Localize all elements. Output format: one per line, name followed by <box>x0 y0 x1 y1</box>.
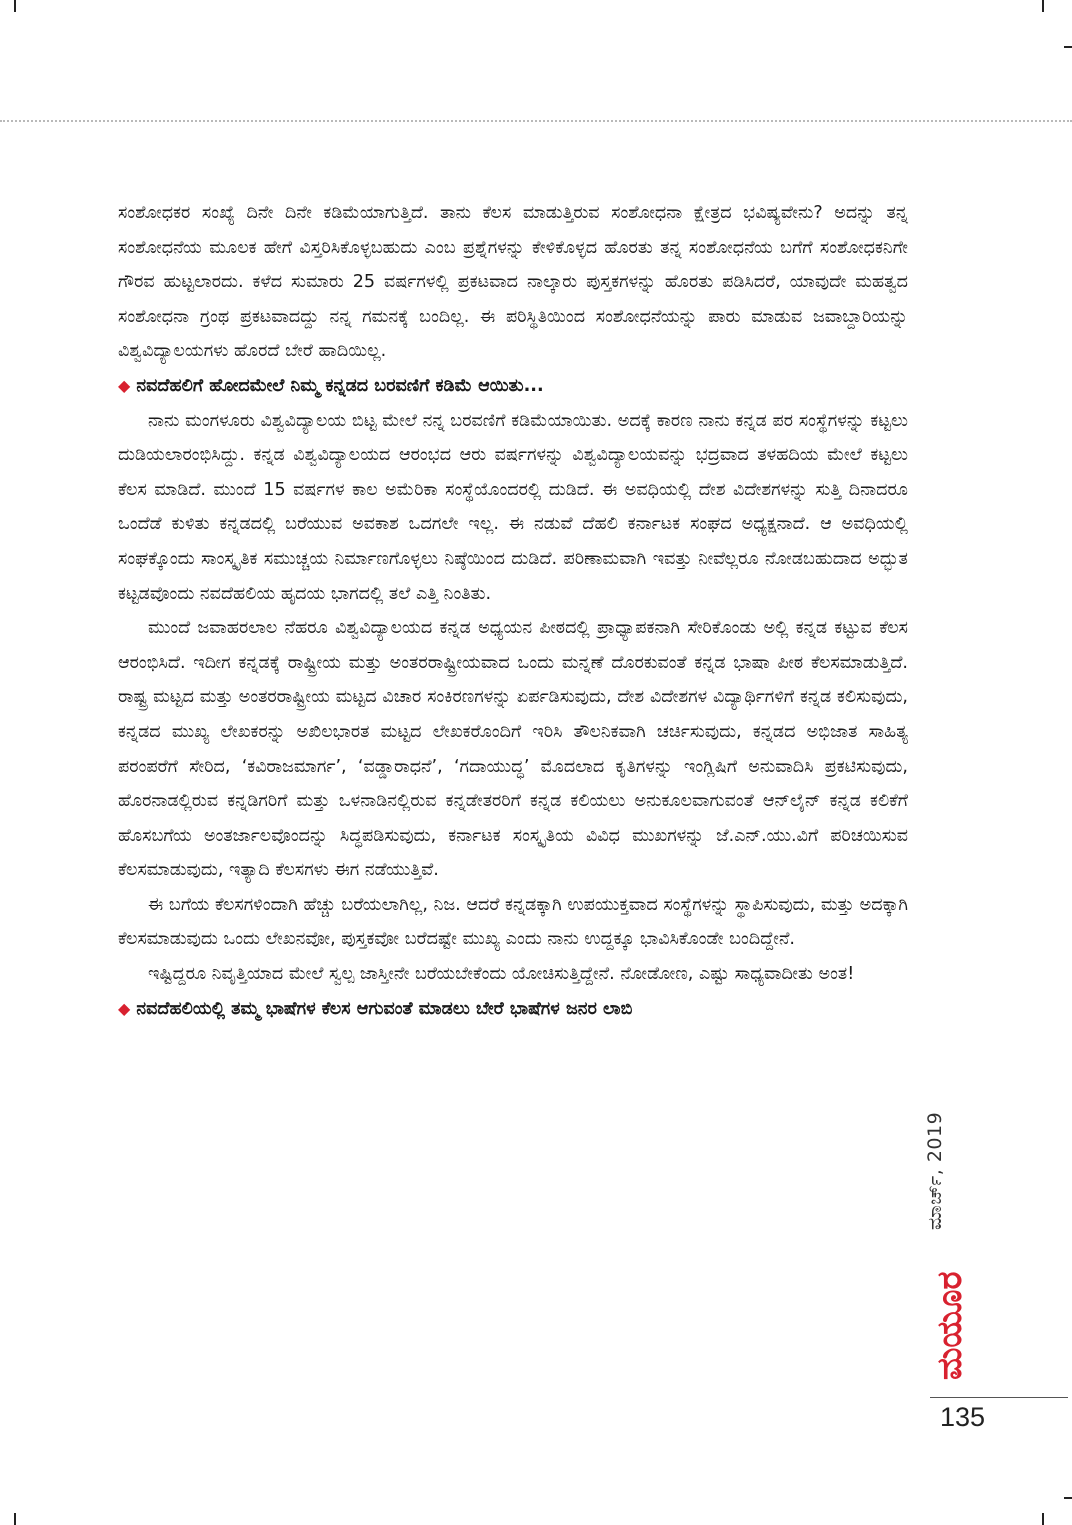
question-text: ನವದೆಹಲಿಗೆ ಹೋದಮೇಲೆ ನಿಮ್ಮ ಕನ್ನಡದ ಬರವಣಿಗೆ ಕಡಿಮೆ ಆಯಿತು... <box>136 375 544 396</box>
page-number-rule <box>930 1397 1068 1398</box>
question-text: ನವದೆಹಲಿಯಲ್ಲಿ ತಮ್ಮ ಭಾಷೆಗಳ ಕೆಲಸ ಆಗುವಂತೆ ಮಾಡಲು ಬೇರೆ ಭಾಷೆಗಳ ಜನರ ಲಾಬಿ <box>136 998 633 1019</box>
paragraph: ಸಂಶೋಧಕರ ಸಂಖ್ಯೆ ದಿನೇ ದಿನೇ ಕಡಿಮೆಯಾಗುತ್ತಿದೆ. ತಾನು ಕೆಲಸ ಮಾಡುತ್ತಿರುವ ಸಂಶೋಧನಾ ಕ್ಷೇತ್ರದ ಭವಿಷ್ಯವೇನು? ಅದನ್ನು ತನ್ನ ಸಂಶೋಧನೆಯ ಮೂಲಕ ಹೇಗೆ ವಿಸ್ತರಿಸಿಕೊಳ್ಳಬಹುದು ಎಂಬ ಪ್ರಶ್ನೆಗಳನ್ನು ಕೇಳಿಕೊಳ್ಳದ ಹೊರತು ತನ್ನ ಸಂಶೋಧನೆಯ ಬಗೆಗೆ ಸಂಶೋಧಕನಿಗೇ ಗೌರವ ಹುಟ್ಟಲಾರದು. ಕಳೆದ ಸುಮಾರು 25 ವರ್ಷಗಳಲ್ಲಿ ಪ್ರಕಟವಾದ ನಾಲ್ಕಾರು ಪುಸ್ತಕಗಳನ್ನು ಹೊರತು ಪಡಿಸಿದರೆ, ಯಾವುದೇ ಮಹತ್ವದ ಸಂಶೋಧನಾ ಗ್ರಂಥ ಪ್ರಕಟವಾದದ್ದು ನನ್ನ ಗಮನಕ್ಕೆ ಬಂದಿಲ್ಲ. ಈ ಪರಿಸ್ಥಿತಿಯಿಂದ ಸಂಶೋಧನೆಯನ್ನು ಪಾರು ಮಾಡುವ ಜವಾಬ್ದಾರಿಯನ್ನು ವಿಶ್ವವಿದ್ಯಾಲಯಗಳು ಹೊರದೆ ಬೇರೆ ಹಾದಿಯಿಲ್ಲ. <box>118 203 908 362</box>
page-number: 135 <box>940 1402 986 1432</box>
crop-mark-right-lower <box>1064 1497 1072 1499</box>
crop-mark-right-upper <box>1064 46 1072 48</box>
magazine-logo: ಮಯೂರ <box>930 1271 970 1380</box>
paragraph: ನಾನು ಮಂಗಳೂರು ವಿಶ್ವವಿದ್ಯಾಲಯ ಬಿಟ್ಟ ಮೇಲೆ ನನ್ನ ಬರವಣಿಗೆ ಕಡಿಮೆಯಾಯಿತು. ಅದಕ್ಕೆ ಕಾರಣ ನಾನು ಕನ್ನಡ ಪರ ಸಂಸ್ಥೆಗಳನ್ನು ಕಟ್ಟಲು ದುಡಿಯಲಾರಂಭಿಸಿದ್ದು. ಕನ್ನಡ ವಿಶ್ವವಿದ್ಯಾಲಯದ ಆರಂಭದ ಆರು ವರ್ಷಗಳನ್ನು ವಿಶ್ವವಿದ್ಯಾಲಯವನ್ನು ಭದ್ರವಾದ ತಳಹದಿಯ ಮೇಲೆ ಕಟ್ಟಲು ಕೆಲಸ ಮಾಡಿದೆ. ಮುಂದೆ 15 ವರ್ಷಗಳ ಕಾಲ ಅಮೆರಿಕಾ ಸಂಸ್ಥೆಯೊಂದರಲ್ಲಿ ದುಡಿದೆ. ಈ ಅವಧಿಯಲ್ಲಿ ದೇಶ ವಿದೇಶಗಳನ್ನು ಸುತ್ತಿ ದಿನಾದರೂ ಒಂದೆಡೆ ಕುಳಿತು ಕನ್ನಡದಲ್ಲಿ ಬರೆಯುವ ಅವಕಾಶ ಒದಗಲೇ ಇಲ್ಲ. ಈ ನಡುವೆ ದೆಹಲಿ ಕರ್ನಾಟಕ ಸಂಘದ ಅಧ್ಯಕ್ಷನಾದೆ. ಆ ಅವಧಿಯಲ್ಲಿ ಸಂಘಕ್ಕೊಂದು ಸಾಂಸ್ಕೃತಿಕ ಸಮುಚ್ಚಯ ನಿರ್ಮಾಣಗೊಳ್ಳಲು ನಿಷ್ಠೆಯಿಂದ ದುಡಿದೆ. ಪರಿಣಾಮವಾಗಿ ಇವತ್ತು ನೀವೆಲ್ಲರೂ ನೋಡಬಹುದಾದ ಅದ್ಭುತ ಕಟ್ಟಡವೊಂದು ನವದೆಹಲಿಯ ಹೃದಯ ಭಾಗದಲ್ಲಿ ತಲೆ ಎತ್ತಿ ನಿಂತಿತು. <box>118 410 908 604</box>
crop-mark-bottom-left <box>14 1513 16 1525</box>
interview-question <box>118 992 908 1027</box>
interview-question <box>118 369 908 404</box>
diamond-bullet-icon: ◆ <box>118 375 131 395</box>
paragraph: ಇಷ್ಟಿದ್ದರೂ ನಿವೃತ್ತಿಯಾದ ಮೇಲೆ ಸ್ವಲ್ಪ ಜಾಸ್ತೀನೇ ಬರೆಯಬೇಕೆಂದು ಯೋಚಿಸುತ್ತಿದ್ದೇನೆ. ನೋಡೋಣ, ಎಷ್ಟು ಸಾಧ್ಯವಾದೀತು ಅಂತ! <box>148 964 855 985</box>
crop-mark-top-right <box>1042 0 1044 12</box>
crop-mark-bottom-right <box>1042 1513 1044 1525</box>
paragraph: ಈ ಬಗೆಯ ಕೆಲಸಗಳಿಂದಾಗಿ ಹೆಚ್ಚು ಬರೆಯಲಾಗಿಲ್ಲ, ನಿಜ. ಆದರೆ ಕನ್ನಡಕ್ಕಾಗಿ ಉಪಯುಕ್ತವಾದ ಸಂಸ್ಥೆಗಳನ್ನು ಸ್ಥಾಪಿಸುವುದು, ಮತ್ತು ಅದಕ್ಕಾಗಿ ಕೆಲಸಮಾಡುವುದು ಒಂದು ಲೇಖನವೋ, ಪುಸ್ತಕವೋ ಬರೆದಷ್ಟೇ ಮುಖ್ಯ ಎಂದು ನಾನು ಉದ್ದಕ್ಕೂ ಭಾವಿಸಿಕೊಂಡೇ ಬಂದಿದ್ದೇನೆ. <box>118 894 908 950</box>
issue-date: ಮಾರ್ಚ್, 2019 <box>924 1111 946 1230</box>
dotted-header-rule <box>0 120 1072 122</box>
paragraph: ಮುಂದೆ ಜವಾಹರಲಾಲ ನೆಹರೂ ವಿಶ್ವವಿದ್ಯಾಲಯದ ಕನ್ನಡ ಅಧ್ಯಯನ ಪೀಠದಲ್ಲಿ ಪ್ರಾಧ್ಯಾಪಕನಾಗಿ ಸೇರಿಕೊಂಡು ಅಲ್ಲಿ ಕನ್ನಡ ಕಟ್ಟುವ ಕೆಲಸ ಆರಂಭಿಸಿದೆ. ಇದೀಗ ಕನ್ನಡಕ್ಕೆ ರಾಷ್ಟ್ರೀಯ ಮತ್ತು ಅಂತರರಾಷ್ಟ್ರೀಯವಾದ ಒಂದು ಮನ್ನಣೆ ದೊರಕುವಂತೆ ಕನ್ನಡ ಭಾಷಾ ಪೀಠ ಕೆಲಸಮಾಡುತ್ತಿದೆ. ರಾಷ್ಟ್ರ ಮಟ್ಟದ ಮತ್ತು ಅಂತರರಾಷ್ಟ್ರೀಯ ಮಟ್ಟದ ವಿಚಾರ ಸಂಕಿರಣಗಳನ್ನು ಏರ್ಪಡಿಸುವುದು, ದೇಶ ವಿದೇಶಗಳ ವಿದ್ಯಾರ್ಥಿಗಳಿಗೆ ಕನ್ನಡ ಕಲಿಸುವುದು, ಕನ್ನಡದ ಮುಖ್ಯ ಲೇಖಕರನ್ನು ಅಖಿಲಭಾರತ ಮಟ್ಟದ ಲೇಖಕರೊಂದಿಗೆ ಇರಿಸಿ ತೌಲನಿಕವಾಗಿ ಚರ್ಚಿಸುವುದು, ಕನ್ನಡದ ಅಭಿಜಾತ ಸಾಹಿತ್ಯ ಪರಂಪರೆಗೆ ಸೇರಿದ, ‘ಕವಿರಾಜಮಾರ್ಗ’, ‘ವಡ್ಡಾರಾಧನೆ’, ‘ಗದಾಯುದ್ಧ’ ಮೊದಲಾದ ಕೃತಿಗಳನ್ನು ಇಂಗ್ಲಿಷಿಗೆ ಅನುವಾದಿಸಿ ಪ್ರಕಟಿಸುವುದು, ಹೊರನಾಡಲ್ಲಿರುವ ಕನ್ನಡಿಗರಿಗೆ ಮತ್ತು ಒಳನಾಡಿನಲ್ಲಿರುವ ಕನ್ನಡೇತರರಿಗೆ ಕನ್ನಡ ಕಲಿಯಲು ಅನುಕೂಲವಾಗುವಂತೆ ಆನ್‌ಲೈನ್ ಕನ್ನಡ ಕಲಿಕೆಗೆ ಹೊಸಬಗೆಯ ಅಂತರ್ಜಾಲವೊಂದನ್ನು ಸಿದ್ಧಪಡಿಸುವುದು, ಕರ್ನಾಟಕ ಸಂಸ್ಕೃತಿಯ ವಿವಿಧ ಮುಖಗಳನ್ನು ಜೆ.ಎನ್.ಯು.ವಿಗೆ ಪರಿಚಯಿಸುವ ಕೆಲಸಮಾಡುವುದು, ಇತ್ಯಾದಿ ಕೆಲಸಗಳು ಈಗ ನಡೆಯುತ್ತಿವೆ. <box>118 618 908 881</box>
crop-mark-top-left <box>14 0 16 12</box>
diamond-bullet-icon: ◆ <box>118 998 131 1018</box>
article-body <box>118 196 908 1026</box>
